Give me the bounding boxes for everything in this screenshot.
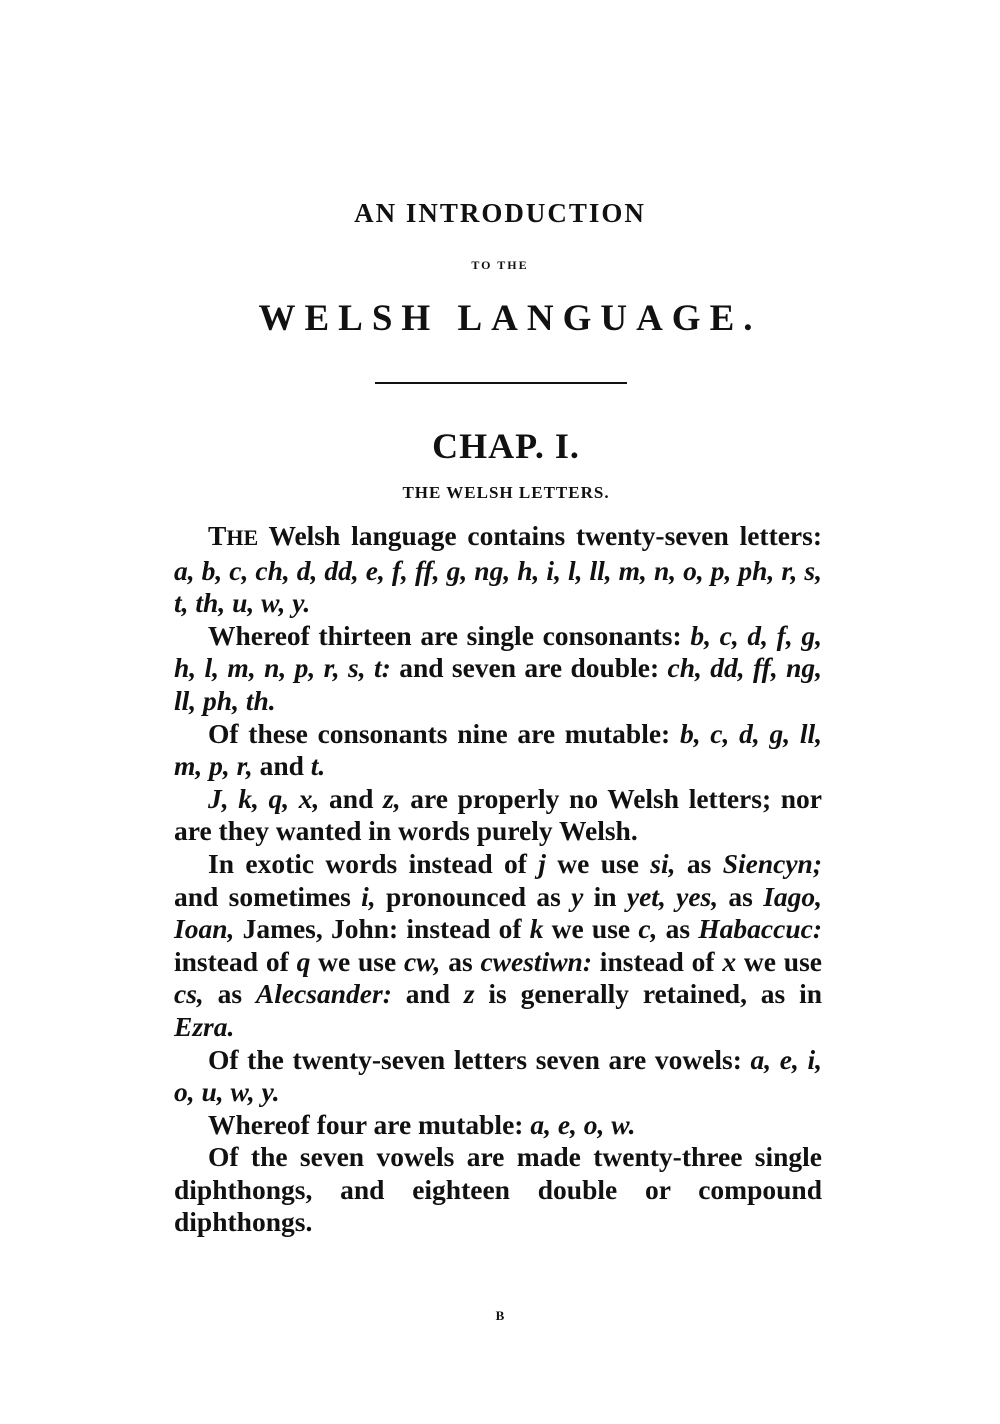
text-run: and sometimes [174,880,362,912]
title-rule-divider [375,382,627,384]
signature-mark: B [495,1308,505,1323]
paragraph [174,620,822,718]
italic-text-run: Siencyn; [722,847,822,879]
italic-text-run: a, e, i, o, u, w, y. [174,1043,822,1108]
text-run: pronounced as [375,880,572,912]
italic-text-run: J, k, q, x, [208,782,320,814]
paragraph [174,1141,822,1239]
text-run: and [319,782,384,814]
italic-text-run: Alecsander: [255,978,392,1010]
italic-text-run: yet, yes, [626,880,719,912]
text-run: we use [545,847,651,879]
text-run: and seven are double: [390,652,668,684]
text-run: we use [543,913,639,945]
italic-text-run: x [722,945,737,977]
title-line-2: TO THE [471,258,529,272]
text-run: and [252,750,311,782]
paragraph [174,520,822,620]
text-run: T [208,520,227,551]
text-run: Of the twenty-seven letters seven are vowels: [208,1043,751,1075]
text-run: we use [736,945,822,977]
italic-text-run: si, [650,847,676,879]
italic-text-run: cs, [174,978,204,1010]
italic-text-run: Ezra. [174,1010,235,1042]
text-run: as [440,945,481,977]
italic-text-run: z [463,978,475,1010]
text-run: are properly no Welsh letters; nor are they wanted in words purely Welsh. [174,782,823,847]
paragraph [174,848,822,1044]
text-run: as [675,847,723,879]
italic-text-run: Habaccuc: [698,913,822,945]
italic-text-run: Iago, Ioan, [174,880,823,945]
italic-text-run: cw, [404,945,441,977]
paragraph [174,718,822,783]
italic-text-run: cwestiwn: [480,945,592,977]
italic-text-run: q [296,945,311,977]
text-run: Of these consonants nine are mutable: [208,717,680,749]
text-run: and [391,978,464,1010]
paragraph [174,1044,822,1109]
text-run: in [583,880,627,912]
text-run: instead of [174,945,297,977]
italic-text-run: b, c, d, g, ll, m, p, r, [174,717,822,782]
text-run: HE [226,525,259,550]
text-run: we use [310,945,404,977]
italic-text-run: a, b, c, ch, d, dd, e, f, ff, g, ng, h, i, l, ll, m, n, o, p, ph, r, s, t, th, u, w, y. [174,554,822,619]
text-run: as [718,880,764,912]
title-line-1: AN INTRODUCTION [354,198,646,228]
paragraph [174,783,822,848]
italic-text-run: a, e, o, w. [530,1108,636,1140]
chapter-heading: CHAP. I. [432,426,580,466]
text-run: Whereof thirteen are single consonants: [208,619,691,651]
italic-text-run: k [529,913,544,945]
text-run: as [203,978,256,1010]
text-run: In exotic words instead of [208,847,539,879]
paragraph [174,1109,822,1142]
italic-text-run: j [538,847,546,879]
italic-text-run: z, [383,782,401,814]
text-run: instead of [592,945,723,977]
italic-text-run: y [571,880,584,912]
text-run: as [657,913,699,945]
text-run: is generally retained, as in [474,978,823,1010]
text-run: Of the seven vowels are made twenty-three single diphthongs, and eighteen double or compound diphthongs. [174,1141,822,1238]
text-run: James, John: instead of [234,913,530,945]
italic-text-run: b, c, d, f, g, h, l, m, n, p, r, s, t: [174,619,822,684]
italic-text-run: t. [310,750,326,782]
italic-text-run: c, [638,913,658,945]
body-text [174,520,822,1239]
italic-text-run: i, [361,880,376,912]
italic-text-run: ch, dd, ff, ng, ll, ph, th. [174,652,822,716]
chapter-subheading: THE WELSH LETTERS. [402,483,610,502]
title-line-3: WELSH LANGUAGE. [258,298,762,339]
text-run: Welsh language contains twenty-seven letters: [258,520,822,551]
text-run: Whereof four are mutable: [208,1108,531,1140]
